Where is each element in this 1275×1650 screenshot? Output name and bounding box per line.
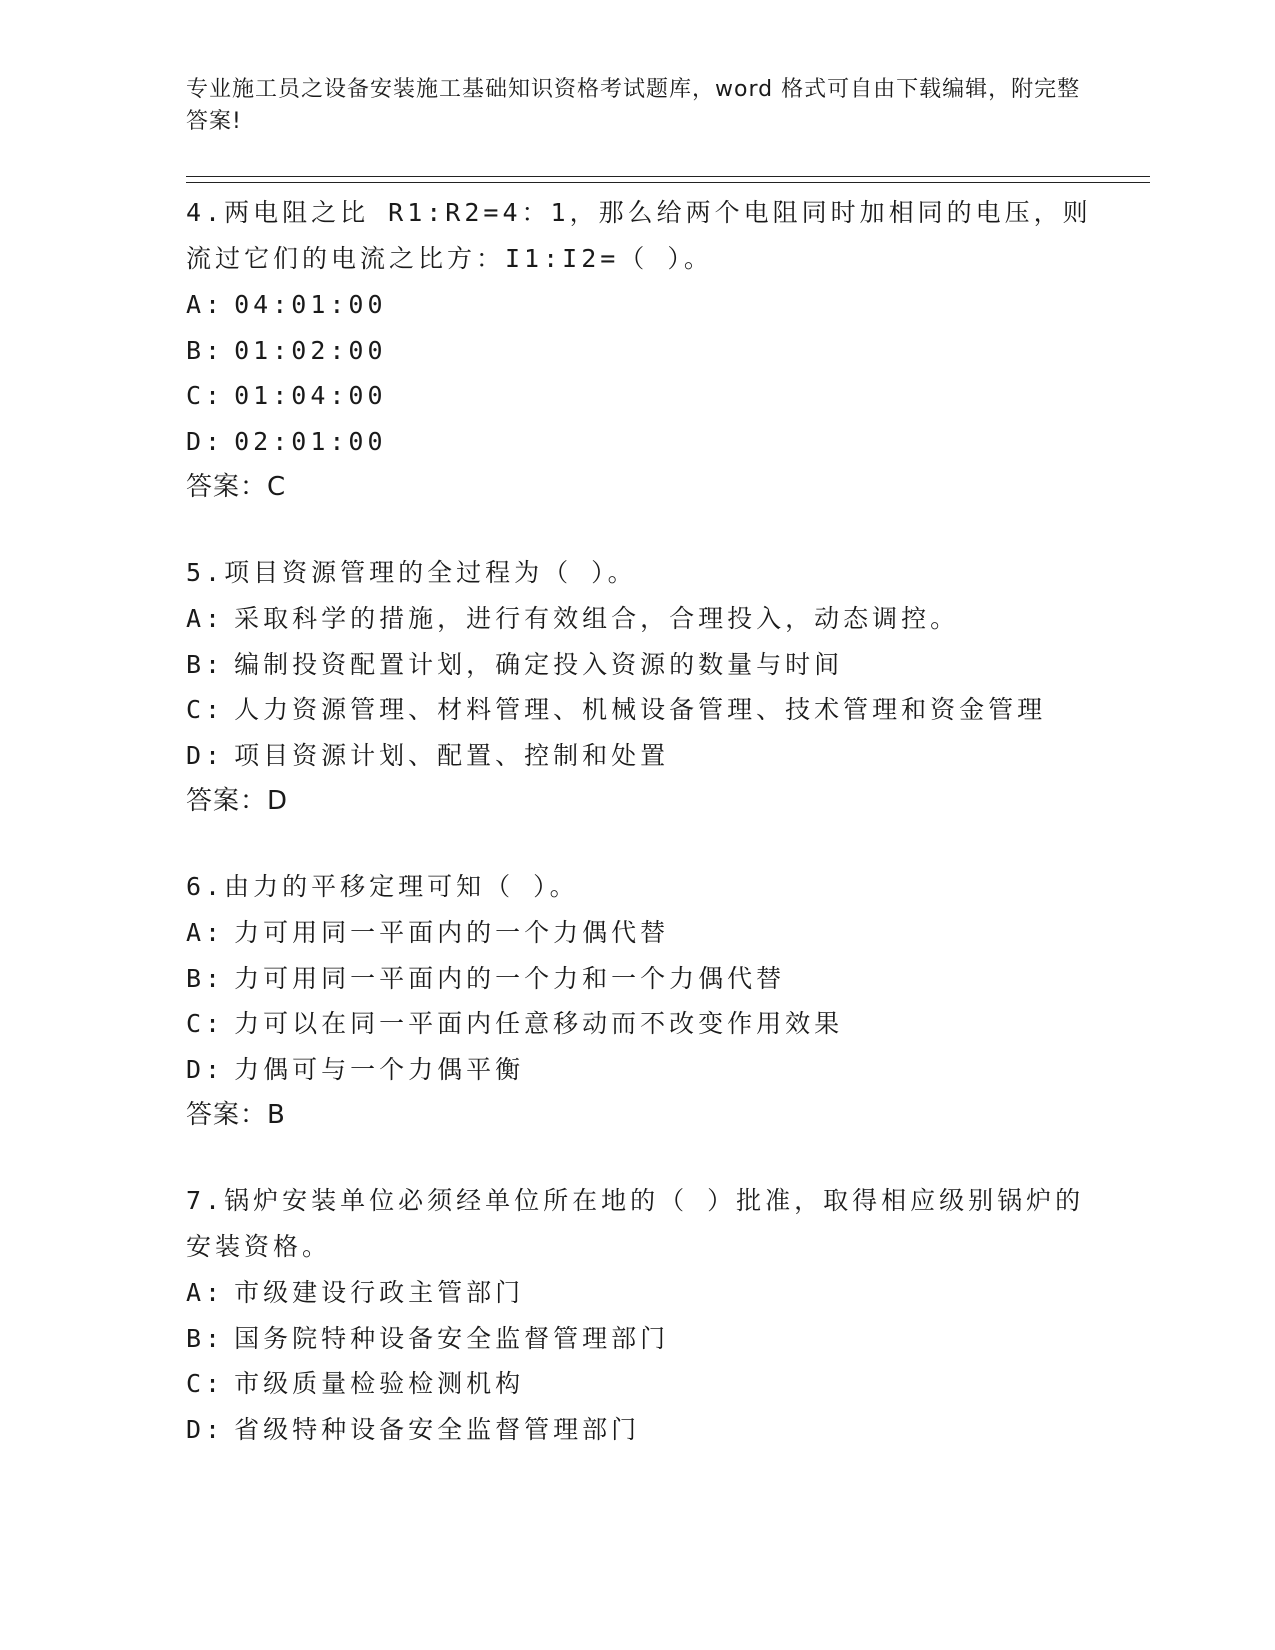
option-text: 02:01:00	[234, 426, 387, 456]
document-intro: 专业施工员之设备安装施工基础知识资格考试题库，word 格式可自由下载编辑，附完整答案!	[186, 77, 1081, 134]
option-label: C:	[186, 695, 225, 724]
option-d	[186, 733, 1106, 779]
option-text: 01:02:00	[234, 335, 387, 365]
option-text: 省级特种设备安全监督管理部门	[234, 1414, 641, 1444]
option-text: 04:01:00	[234, 290, 387, 319]
option-text: 力可以在同一平面内任意移动而不改变作用效果	[234, 1009, 844, 1038]
divider-line-top	[186, 176, 1150, 177]
option-label: D:	[186, 740, 225, 770]
answer-line: 答案：B	[186, 1100, 286, 1130]
option-b	[186, 328, 1106, 374]
answer-line: 答案：C	[186, 472, 287, 502]
option-label: B:	[186, 335, 225, 365]
option-a	[186, 1270, 1106, 1316]
answer-line: 答案：D	[186, 786, 289, 816]
option-text: 力可用同一平面内的一个力偶代替	[234, 918, 670, 947]
option-a	[186, 596, 1106, 642]
question-stem: 4.两电阻之比 R1:R2=4：1，那么给两个电阻同时加相同的电压，则流过它们的电流之比方：I1:I2=（ ）。	[186, 198, 1092, 273]
option-d	[186, 1407, 1106, 1453]
question-stem: 7.锅炉安装单位必须经单位所在地的（ ）批准，取得相应级别锅炉的安装资格。	[186, 1186, 1085, 1261]
option-c	[186, 1001, 1106, 1047]
option-text: 项目资源计划、配置、控制和处置	[234, 740, 670, 770]
option-label: A:	[186, 604, 225, 633]
option-text: 国务院特种设备安全监督管理部门	[234, 1323, 670, 1353]
option-label: B:	[186, 963, 225, 993]
option-label: D:	[186, 426, 225, 456]
question-stem: 5.项目资源管理的全过程为（ ）。	[186, 558, 637, 587]
option-label: B:	[186, 1323, 225, 1353]
option-b	[186, 642, 1106, 688]
option-label: C:	[186, 1369, 225, 1398]
option-c	[186, 1361, 1106, 1407]
option-text: 采取科学的措施，进行有效组合，合理投入，动态调控。	[234, 604, 960, 633]
option-text: 01:04:00	[234, 381, 387, 410]
question-6	[186, 864, 1106, 1138]
option-c	[186, 687, 1106, 733]
option-b	[186, 956, 1106, 1002]
option-label: D:	[186, 1414, 225, 1444]
question-stem: 6.由力的平移定理可知（ ）。	[186, 872, 579, 901]
option-text: 市级质量检验检测机构	[234, 1369, 525, 1398]
option-text: 人力资源管理、材料管理、机械设备管理、技术管理和资金管理	[234, 695, 1047, 724]
option-label: C:	[186, 381, 225, 410]
option-b	[186, 1316, 1106, 1362]
question-7	[186, 1178, 1106, 1452]
question-5	[186, 550, 1106, 824]
option-d	[186, 419, 1106, 465]
option-text: 编制投资配置计划，确定投入资源的数量与时间	[234, 649, 844, 679]
option-text: 力偶可与一个力偶平衡	[234, 1054, 525, 1084]
question-4	[186, 190, 1106, 510]
question-list	[186, 190, 1106, 1492]
option-label: C:	[186, 1009, 225, 1038]
option-a	[186, 910, 1106, 956]
option-d	[186, 1047, 1106, 1093]
option-label: A:	[186, 1278, 225, 1307]
option-label: A:	[186, 290, 225, 319]
divider-line-bottom	[186, 182, 1150, 183]
option-c	[186, 373, 1106, 419]
option-label: A:	[186, 918, 225, 947]
option-a	[186, 282, 1106, 328]
option-label: B:	[186, 649, 225, 679]
option-text: 力可用同一平面内的一个力和一个力偶代替	[234, 963, 786, 993]
option-text: 市级建设行政主管部门	[234, 1278, 525, 1307]
option-label: D:	[186, 1054, 225, 1084]
